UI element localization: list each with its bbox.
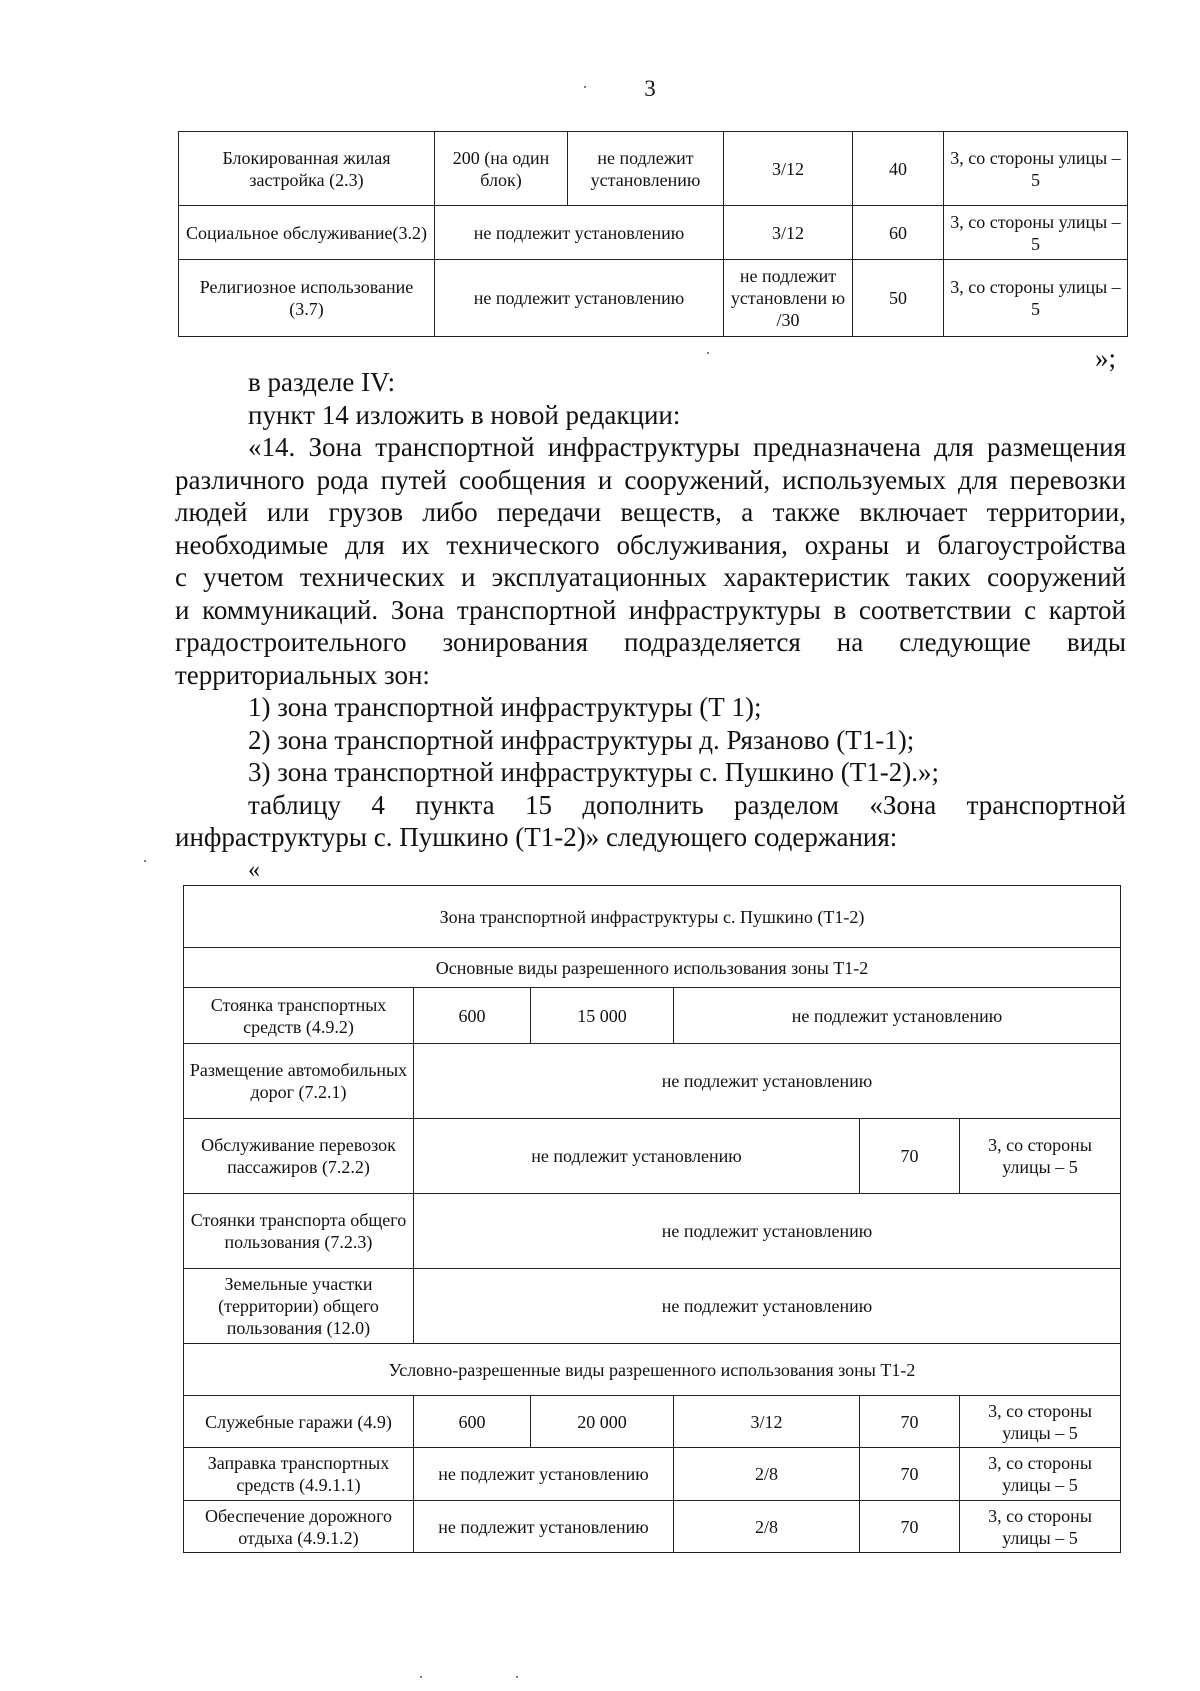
table-title-row [184,886,1121,948]
table-row [184,1448,1121,1501]
use-name-cell: Размещение автомобильных дорог (7.2.1) [184,1044,414,1119]
scan-speck [584,86,586,88]
max-area-cell: 20 000 [531,1396,674,1448]
paragraph-line: «14. Зона транспортной инфраструктуры предназначена для размещения [248,432,1126,462]
use-name-cell: Стоянка транспортных средств (4.9.2) [184,988,414,1044]
scan-speck [420,1676,422,1678]
merged-cell: не подлежит установлению [435,206,724,260]
paragraph-section: в разделе IV: [248,367,396,397]
floors-height-cell: 3/12 [674,1396,860,1448]
scan-speck [144,860,146,862]
use-name-cell: Обеспечение дорожного отдыха (4.9.1.2) [184,1501,414,1553]
table-row [184,1396,1121,1448]
paragraph-line: с учетом технических и эксплуатационных характеристик таких сооружений [175,562,1126,592]
merged-cell: не подлежит установлению [414,1044,1121,1119]
paragraph-line: людей или грузов либо передачи веществ, а также включает территории, [175,497,1126,527]
section-main-heading: Основные виды разрешенного использования зоны Т1-2 [184,948,1121,988]
paragraph-line: градостроительного зонирования подразделяется на следующие виды [175,627,1126,657]
table-row [184,1501,1121,1553]
use-name-cell: Стоянки транспорта общего пользования (7.2.3) [184,1194,414,1269]
setback-cell: 3, со стороны улицы – 5 [960,1501,1121,1553]
merged-cell: не подлежит установлению [414,1119,860,1194]
merged-cell: не подлежит установлению [414,1448,674,1501]
setback-cell: 3, со стороны улицы – 5 [960,1396,1121,1448]
merged-cell: не подлежит установлению [414,1194,1121,1269]
floors-height-cell: 3/12 [724,132,853,206]
use-name-cell: Земельные участки (территории) общего пользования (12.0) [184,1269,414,1344]
table-row [184,1119,1121,1194]
closing-quote: »; [1095,343,1117,373]
table-row [179,260,1128,337]
paragraph-line: и коммуникаций. Зона транспортной инфраструктуры в соответствии с картой [175,594,1126,625]
merged-cell: не подлежит установлению [414,1501,674,1553]
min-area-cell: 600 [414,1396,531,1448]
paragraph-line: таблицу 4 пункта 15 дополнить разделом «Зона транспортной [248,789,1126,820]
section-conditional-heading: Условно-разрешенные виды разрешенного использования зоны Т1-2 [184,1344,1121,1396]
table-row [179,132,1128,206]
floors-height-cell: не подлежит установлени ю /30 [724,260,853,337]
scan-speck [516,1676,518,1678]
paragraph-line: территориальных зон: [175,659,430,690]
zone-table-continuation [178,131,1128,337]
opening-quote: « [248,857,260,883]
page-number: 3 [644,76,656,101]
paragraph-line: необходимые для их технического обслуживания, охраны и благоустройства [175,529,1126,560]
list-item: 1) зона транспортной инфраструктуры (Т 1); [248,692,762,722]
coverage-cell: 50 [853,260,944,337]
list-item: 2) зона транспортной инфраструктуры д. Рязаново (Т1-1); [248,724,915,755]
merged-cell: не подлежит установлению [674,988,1121,1044]
coverage-cell: 70 [860,1501,960,1553]
paragraph-line: инфраструктуры с. Пушкино (Т1-2)» следующего содержания: [175,822,898,852]
section-row [184,1344,1121,1396]
coverage-cell: 60 [853,206,944,260]
table-row [184,1044,1121,1119]
max-area-cell: не подлежит установлению [568,132,724,206]
use-name-cell: Служебные гаражи (4.9) [184,1396,414,1448]
merged-cell: не подлежит установлению [435,260,724,337]
use-name-cell: Блокированная жилая застройка (2.3) [179,132,435,206]
setback-cell: 3, со стороны улицы – 5 [944,206,1128,260]
floors-height-cell: 2/8 [674,1448,860,1501]
table-title: Зона транспортной инфраструктуры с. Пушкино (Т1-2) [184,886,1121,948]
min-area-cell: 600 [414,988,531,1044]
zone-t1-2-table [183,885,1121,1553]
paragraph-line: различного рода путей сообщения и сооружений, используемых для перевозки [175,464,1126,495]
coverage-cell: 40 [853,132,944,206]
floors-height-cell: 3/12 [724,206,853,260]
merged-cell: не подлежит установлению [414,1269,1121,1344]
max-area-cell: 15 000 [531,988,674,1044]
setback-cell: 3, со стороны улицы – 5 [944,260,1128,337]
scan-speck [707,352,709,354]
table-row [184,1194,1121,1269]
setback-cell: 3, со стороны улицы – 5 [944,132,1128,206]
min-area-cell: 200 (на один блок) [435,132,568,206]
setback-cell: 3, со стороны улицы – 5 [960,1448,1121,1501]
amendment-text [175,340,1126,854]
use-name-cell: Заправка транспортных средств (4.9.1.1) [184,1448,414,1501]
section-row [184,948,1121,988]
use-name-cell: Религиозное использование (3.7) [179,260,435,337]
table-row [179,206,1128,260]
paragraph-point: пункт 14 изложить в новой редакции: [248,399,681,430]
table-row [184,988,1121,1044]
use-name-cell: Социальное обслуживание(3.2) [179,206,435,260]
table-row [184,1269,1121,1344]
use-name-cell: Обслуживание перевозок пассажиров (7.2.2) [184,1119,414,1194]
coverage-cell: 70 [860,1448,960,1501]
floors-height-cell: 2/8 [674,1501,860,1553]
setback-cell: 3, со стороны улицы – 5 [960,1119,1121,1194]
list-item: 3) зона транспортной инфраструктуры с. Пушкино (Т1-2).»; [248,757,940,787]
coverage-cell: 70 [860,1119,960,1194]
coverage-cell: 70 [860,1396,960,1448]
